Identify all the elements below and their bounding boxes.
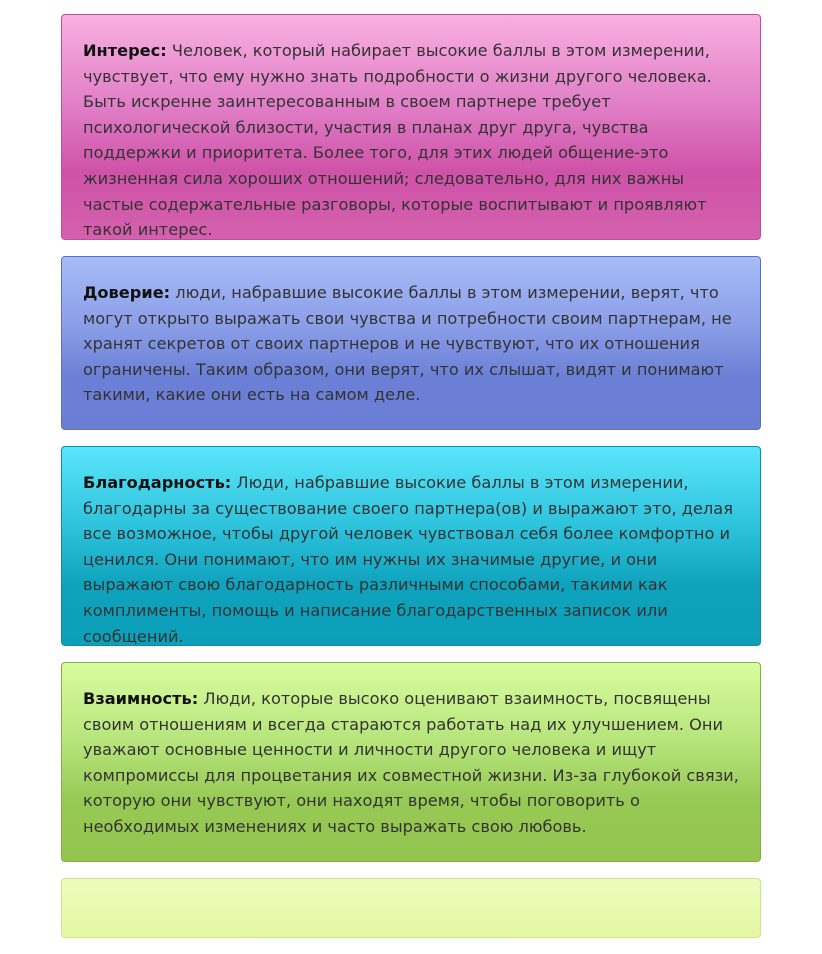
- card-text: Люди, которые высоко оценивают взаимность, посвящены своим отношениям и всегда стараются работать над их улучшением. Они уважают основные ценности и личности другого человека и ищут компромиссы для процветания их совместной жизни. Из-за глубокой связи, которую они чувствуют, они находят время, чтобы поговорить о необходимых изменениях и часто выражать свою любовь.: [83, 689, 739, 836]
- card-trust: [61, 256, 761, 430]
- card-term: Доверие:: [83, 283, 171, 302]
- card-term: Интерес:: [83, 41, 167, 60]
- card-text: люди, набравшие высокие баллы в этом измерении, верят, что могут открыто выражать свои чувства и потребности своим партнерам, не хранят секретов от своих партнеров и не чувствуют, что их отношения ограничены. Таким образом, они верят, что их слышат, видят и понимают такими, какие они есть на самом деле.: [83, 283, 732, 405]
- card-term: Благодарность:: [83, 473, 232, 492]
- card-term: Взаимность:: [83, 689, 199, 708]
- card-interest: [61, 14, 761, 240]
- card-text: Человек, который набирает высокие баллы в этом измерении, чувствует, что ему нужно знать подробности о жизни другого человека. Быть искренне заинтересованным в своем партнере требует психологической близости, участия в планах друг друга, чувства поддержки и приоритета. Более того, для этих людей общение-это жизненная сила хороших отношений; следовательно, для них важны частые содержательные разговоры, которые воспитывают и проявляют такой интерес.: [83, 41, 712, 240]
- card-next-partial: [61, 878, 761, 938]
- card-gratitude: [61, 446, 761, 646]
- cards-list: [61, 14, 761, 954]
- card-reciprocity: [61, 662, 761, 862]
- card-text: Люди, набравшие высокие баллы в этом измерении, благодарны за существование своего партнера(ов) и выражают это, делая все возможное, чтобы другой человек чувствовал себя более комфортно и ценился. Они понимают, что им нужны их значимые другие, и они выражают свою благодарность различными способами, такими как комплименты, помощь и написание благодарственных записок или сообщений.: [83, 473, 733, 646]
